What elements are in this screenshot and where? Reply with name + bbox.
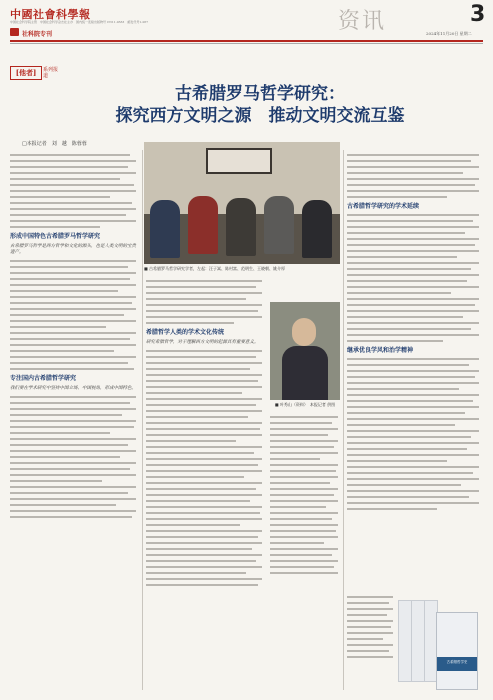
pull-quote-2: 我们要在学术研究中坚持中国立场、中国视角，形成中国特色。 bbox=[10, 386, 136, 391]
book-title: 古希腊哲学史 bbox=[446, 660, 468, 664]
group-photo bbox=[144, 142, 340, 264]
pull-quote-1: 古希腊罗马哲学是西方哲学和文化的源头，也是人类文明的宝贵遗产。 bbox=[10, 244, 136, 255]
right-subheading-1: 古希腊哲学研究的学术延续 bbox=[347, 203, 420, 210]
middle-column-text bbox=[146, 276, 266, 690]
newspaper-logo: 中國社會科學報 bbox=[10, 8, 91, 21]
pull-quote-3: 研究希腊哲学，对于理解西方文明的起源具有重要意义。 bbox=[146, 340, 259, 345]
left-subheading-2: 专注国内古希腊哲学研究 bbox=[10, 375, 77, 382]
masthead-info: 中国社会科学院主管 中国社会科学杂志社主办 国内统一连续出版物号 CN11-0333 邮发代号1-287 bbox=[10, 20, 148, 24]
masthead-rule-thin bbox=[10, 43, 483, 44]
byline: □本报记者 刘 越 陈蓉蓉 bbox=[22, 141, 87, 147]
column-logo: [他者] bbox=[10, 66, 42, 80]
book-set-image bbox=[398, 592, 478, 690]
middle-right-column-text bbox=[270, 412, 340, 690]
edition-date: 2024年11月20日 星期二 bbox=[426, 31, 472, 36]
page-number: 3 bbox=[470, 2, 486, 27]
column-name: 系列报道 bbox=[43, 67, 59, 79]
masthead-subtitle: 社科院专刊 bbox=[22, 31, 53, 38]
section-title: 资讯 bbox=[338, 9, 387, 34]
right-bottom-column-text bbox=[347, 592, 395, 690]
left-column-text bbox=[10, 150, 140, 690]
masthead-mark-icon bbox=[10, 28, 19, 36]
right-column-text bbox=[347, 150, 483, 590]
headline-line-2: 探究西方文明之源 推动文明交流互鉴 bbox=[115, 106, 405, 126]
column-divider bbox=[142, 150, 143, 690]
column-divider-right bbox=[343, 150, 344, 690]
right-subheading-2: 继承优良学风和治学精神 bbox=[347, 347, 414, 354]
left-subheading-1: 形成中国特色古希腊罗马哲学研究 bbox=[10, 233, 101, 240]
group-photo-caption: ■ 古希腊罗马哲学研究学者，左起：汪子嵩、陈村富、范明生、王晓朝、姚介厚 bbox=[144, 266, 286, 271]
headline-line-1: 古希腊罗马哲学研究： bbox=[175, 84, 345, 104]
masthead-rule bbox=[10, 40, 483, 42]
portrait-photo bbox=[270, 302, 340, 400]
middle-subheading-1: 希腊哲学人类的学术文化传统 bbox=[146, 329, 225, 336]
portrait-caption: ■ 叶秀山（资料） 本报记者 供图 bbox=[274, 402, 336, 407]
